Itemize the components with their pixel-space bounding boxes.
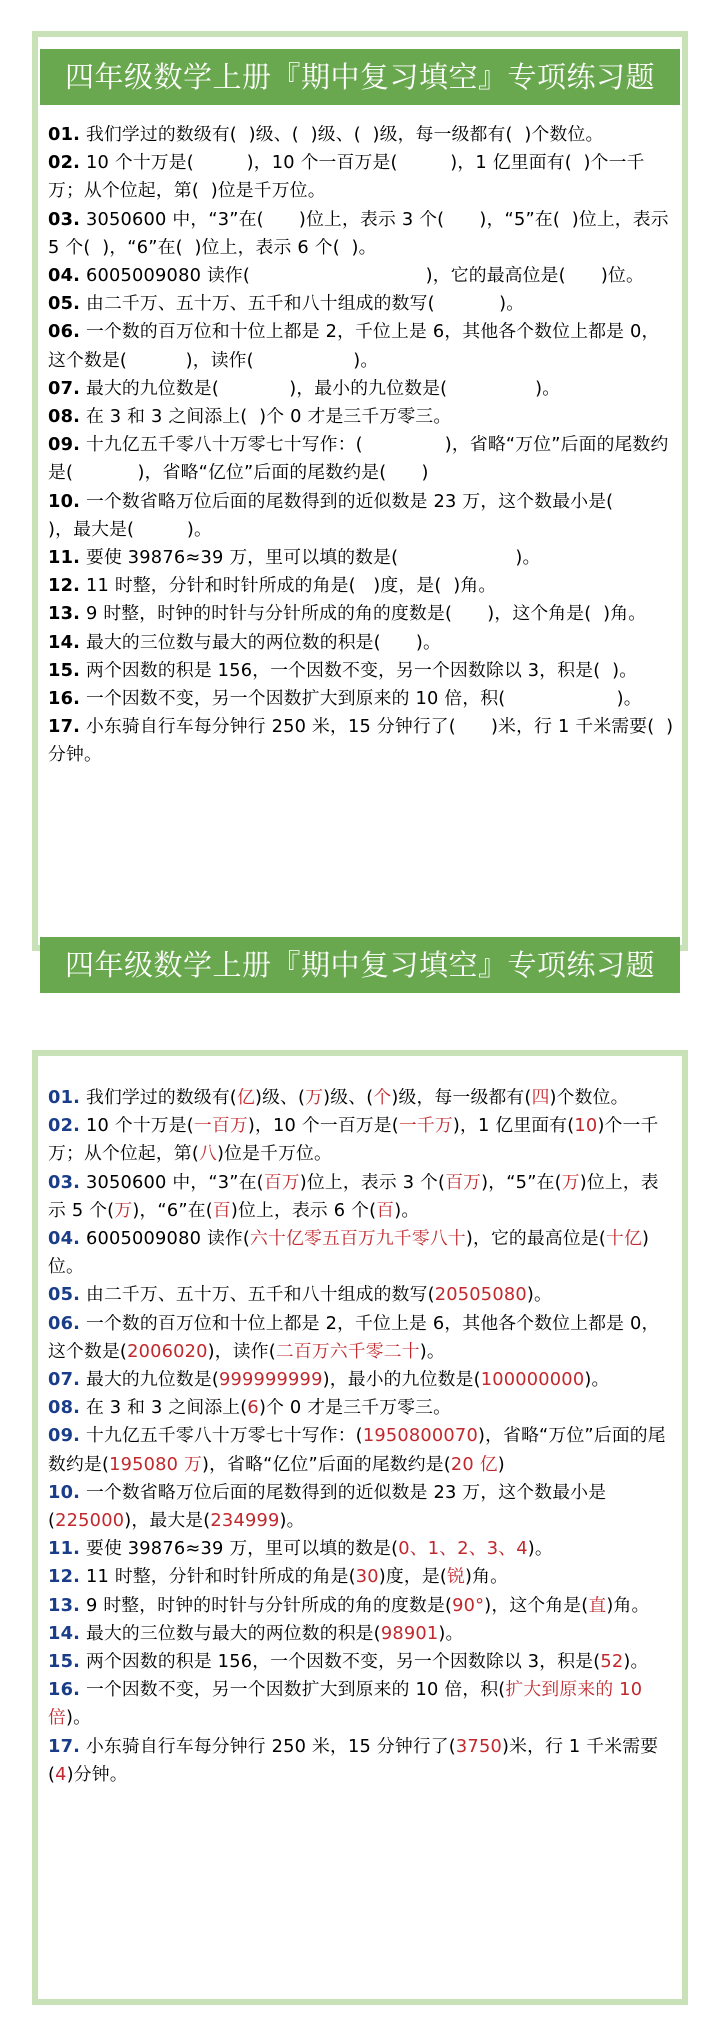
question-text: 一个因数不变，另一个因数扩大到原来的 10 倍，积(	[80, 1679, 506, 1701]
question-item	[48, 375, 674, 403]
worksheet-answer-card	[32, 1050, 688, 2005]
answer-question-list	[48, 1084, 674, 1789]
question-item	[48, 1648, 674, 1676]
question-item	[48, 1592, 674, 1620]
answer-text: 十亿	[605, 1228, 642, 1250]
question-text: )个一千万；从个位起，第(	[48, 1115, 659, 1165]
question-item	[48, 431, 674, 487]
question-text: )。	[527, 1538, 553, 1560]
question-number: 06.	[48, 321, 81, 343]
answer-text: 万	[305, 1087, 324, 1108]
question-number: 10.	[48, 1481, 81, 1503]
answer-text: 98901	[380, 1622, 439, 1644]
question-text: 小东骑自行车每分钟行 250 米，15 分钟行了( )米，行 1 千米需要( )分钟。	[48, 716, 674, 766]
question-text: )，读作(	[207, 1340, 276, 1362]
question-text: )，10 个一百万是(	[247, 1115, 399, 1137]
answer-text: 195080 万	[109, 1453, 203, 1475]
question-number: 02.	[48, 1115, 81, 1137]
answer-text: 52	[600, 1651, 624, 1673]
question-item	[48, 1535, 674, 1563]
worksheet-blank-card	[32, 31, 688, 982]
question-number: 01.	[48, 124, 81, 145]
answer-text: 四	[531, 1087, 550, 1108]
question-item	[48, 149, 674, 205]
question-number: 12.	[48, 1566, 81, 1588]
question-item	[48, 600, 674, 628]
question-text: )，“5”在(	[481, 1171, 562, 1193]
question-text: )。	[584, 1369, 610, 1391]
title-banner-top: 四年级数学上册『期中复习填空』专项练习题	[40, 49, 680, 105]
title-banner-bottom: 四年级数学上册『期中复习填空』专项练习题	[40, 937, 680, 993]
question-item	[48, 713, 674, 769]
question-text: 一个数的百万位和十位上都是 2，千位上是 6，其他各个数位上都是 0，这个数是(	[48, 1312, 660, 1362]
question-text: )级、(	[323, 1087, 374, 1108]
question-item	[48, 1169, 674, 1225]
question-text: )分钟。	[66, 1763, 128, 1785]
question-text: )。	[623, 1651, 649, 1673]
answer-text: 万	[114, 1199, 133, 1221]
answer-text: 0、1、2、3、4	[398, 1538, 528, 1560]
question-text: 6005009080 读作(	[80, 1228, 251, 1250]
answer-text: 锐	[446, 1566, 465, 1588]
question-text: 9 时整，时钟的时针与分针所成的角的度数是( )，这个角是( )角。	[80, 603, 647, 625]
question-text: 最大的九位数是( )，最小的九位数是( )。	[80, 377, 561, 399]
question-item	[48, 121, 674, 149]
question-text: )，最小的九位数是(	[322, 1369, 481, 1391]
answer-text: 234999	[210, 1510, 280, 1532]
question-item	[48, 1394, 674, 1422]
answer-text: 10	[574, 1115, 598, 1137]
question-text: )。	[279, 1510, 305, 1532]
question-text: )，这个角是(	[484, 1594, 589, 1616]
question-text: 十九亿五千零八十万零七十写作：(	[80, 1425, 363, 1447]
answer-text: 万	[561, 1171, 580, 1193]
question-number: 07.	[48, 1369, 81, 1391]
question-text: )角。	[606, 1594, 650, 1616]
answer-text: 一百万	[193, 1115, 248, 1137]
question-text: )，它的最高位是(	[465, 1228, 606, 1250]
question-item	[48, 262, 674, 290]
question-number: 03.	[48, 1171, 81, 1193]
question-text: )。	[438, 1622, 464, 1644]
question-text: 9 时整，时钟的时针与分针所成的角的度数是(	[80, 1594, 453, 1616]
answer-text: 2006020	[127, 1340, 208, 1362]
question-number: 04.	[48, 265, 81, 287]
question-number: 05.	[48, 1284, 81, 1306]
answer-text: 二百万六千零二十	[275, 1340, 420, 1362]
question-text: 我们学过的数级有( )级、( )级、( )级，每一级都有( )个数位。	[80, 124, 604, 145]
question-text: )位上，表示 5 个(	[48, 1171, 659, 1221]
question-text: )，省略“万位”后面的尾数约是(	[48, 1425, 666, 1475]
answer-text: 20505080	[434, 1284, 527, 1306]
question-text: 最大的三位数与最大的两位数的积是(	[80, 1622, 381, 1644]
question-item	[48, 1479, 674, 1535]
question-number: 17.	[48, 1735, 81, 1757]
answer-text: 999999999	[218, 1369, 323, 1391]
question-text: 10 个十万是( )，10 个一百万是( )，1 亿里面有( )个一千万；从个位起，第( )位是千万位。	[48, 152, 645, 202]
question-number: 09.	[48, 434, 81, 456]
question-number: 11.	[48, 1538, 81, 1560]
question-text: )，“6”在(	[132, 1199, 213, 1221]
question-text: 我们学过的数级有(	[80, 1087, 237, 1108]
answer-text: 六十亿零五百万九千零八十	[250, 1228, 466, 1250]
answer-text: 100000000	[480, 1369, 585, 1391]
question-text: 3050600 中，“3”在( )位上，表示 3 个( )，“5”在( )位上，表示 5 个( )，“6”在( )位上，表示 6 个( )。	[48, 208, 675, 258]
question-number: 02.	[48, 152, 81, 174]
question-text: 一个数省略万位后面的尾数得到的近似数是 23 万，这个数最小是( )，最大是( )。	[48, 490, 666, 540]
answer-text: 225000	[55, 1510, 125, 1532]
question-number: 05.	[48, 293, 81, 315]
question-number: 11.	[48, 547, 81, 569]
question-text: )，省略“亿位”后面的尾数约是(	[202, 1453, 451, 1475]
question-text: )位。	[48, 1228, 650, 1278]
question-item	[48, 1225, 674, 1281]
question-text: 11 时整，分针和时针所成的角是(	[80, 1566, 356, 1588]
question-item	[48, 1281, 674, 1309]
question-text: )，1 亿里面有(	[452, 1115, 575, 1137]
answer-text: 4	[55, 1763, 67, 1785]
question-number: 09.	[48, 1425, 81, 1447]
question-item	[48, 572, 674, 600]
question-text: 一个因数不变，另一个因数扩大到原来的 10 倍，积( )。	[80, 688, 642, 710]
question-item	[48, 1733, 674, 1789]
question-text: )米，行 1 千米需要(	[48, 1735, 659, 1785]
question-text: 在 3 和 3 之间添上( )个 0 才是三千万零三。	[80, 406, 452, 428]
question-item	[48, 403, 674, 431]
answer-text: 个	[373, 1087, 392, 1108]
question-text: 两个因数的积是 156，一个因数不变，另一个因数除以 3，积是(	[80, 1651, 601, 1673]
question-number: 04.	[48, 1228, 81, 1250]
question-text: 最大的三位数与最大的两位数的积是( )。	[80, 631, 442, 653]
question-text: )度，是(	[378, 1566, 447, 1588]
question-text: )位上，表示 6 个(	[230, 1199, 377, 1221]
question-text: 十九亿五千零八十万零七十写作：( )，省略“万位”后面的尾数约是( )，省略“亿位”后面的尾数约是( )	[48, 434, 669, 484]
question-text: 要使 39876≈39 万，里可以填的数是( )。	[80, 547, 541, 569]
question-text: )个数位。	[549, 1087, 629, 1108]
answer-text: 八	[199, 1143, 217, 1165]
question-item	[48, 206, 674, 262]
question-text: 一个数省略万位后面的尾数得到的近似数是 23 万，这个数最小是(	[48, 1481, 607, 1532]
question-text: 11 时整，分针和时针所成的角是( )度，是( )角。	[80, 575, 497, 597]
question-item	[48, 685, 674, 713]
question-number: 15.	[48, 1651, 81, 1673]
question-item	[48, 1112, 674, 1168]
question-text: 3050600 中，“3”在(	[80, 1171, 264, 1193]
question-text: )位上，表示 3 个(	[299, 1171, 446, 1193]
answer-text: 百万	[263, 1171, 300, 1193]
question-text: )。	[394, 1199, 420, 1221]
question-text: )	[497, 1453, 505, 1475]
question-item	[48, 629, 674, 657]
question-number: 16.	[48, 1679, 81, 1701]
blank-question-list	[48, 121, 674, 770]
question-item	[48, 488, 674, 544]
question-number: 15.	[48, 659, 81, 681]
question-text: 由二千万、五十万、五千和八十组成的数写(	[80, 1284, 435, 1306]
question-text: )，最大是(	[124, 1510, 211, 1532]
question-text: )位是千万位。	[216, 1143, 333, 1165]
question-item	[48, 1310, 674, 1366]
question-item	[48, 290, 674, 318]
answer-text: 20 亿	[450, 1453, 498, 1475]
question-number: 01.	[48, 1087, 81, 1108]
question-item	[48, 657, 674, 685]
question-item	[48, 1422, 674, 1478]
question-text: )个 0 才是三千万零三。	[258, 1397, 452, 1419]
question-text: )级，每一级都有(	[391, 1087, 532, 1108]
question-number: 07.	[48, 377, 81, 399]
question-number: 16.	[48, 688, 81, 710]
question-text: 小东骑自行车每分钟行 250 米，15 分钟行了(	[80, 1735, 456, 1757]
answer-text: 百万	[445, 1171, 482, 1193]
question-item	[48, 1366, 674, 1394]
question-number: 03.	[48, 208, 81, 230]
question-text: 一个数的百万位和十位上都是 2，千位上是 6，其他各个数位上都是 0，这个数是( )，读作( )。	[48, 321, 660, 371]
question-item	[48, 1563, 674, 1591]
question-text: 两个因数的积是 156，一个因数不变，另一个因数除以 3，积是( )。	[80, 659, 638, 681]
question-item	[48, 1620, 674, 1648]
question-item	[48, 544, 674, 572]
answer-text: 直	[588, 1594, 607, 1616]
question-number: 08.	[48, 406, 81, 428]
question-text: 由二千万、五十万、五千和八十组成的数写( )。	[80, 293, 525, 315]
question-number: 14.	[48, 631, 81, 653]
question-text: 最大的九位数是(	[80, 1369, 219, 1391]
question-number: 12.	[48, 575, 81, 597]
question-item	[48, 1084, 674, 1112]
answer-text: 扩大到原来的 10 倍	[48, 1679, 649, 1729]
question-number: 14.	[48, 1622, 81, 1644]
question-item	[48, 1676, 674, 1732]
answer-text: 6	[247, 1397, 259, 1419]
answer-text: 一千万	[398, 1115, 453, 1137]
question-number: 10.	[48, 490, 81, 512]
question-text: )。	[526, 1284, 552, 1306]
question-text: )。	[419, 1340, 445, 1362]
question-number: 08.	[48, 1397, 81, 1419]
answer-text: 30	[355, 1566, 379, 1588]
question-number: 13.	[48, 603, 81, 625]
question-text: )级、(	[254, 1087, 306, 1108]
question-text: 6005009080 读作( )，它的最高位是( )位。	[80, 265, 644, 287]
question-number: 17.	[48, 716, 81, 738]
question-item	[48, 318, 674, 374]
answer-text: 90°	[452, 1594, 485, 1616]
question-text: 10 个十万是(	[80, 1115, 194, 1137]
question-text: 在 3 和 3 之间添上(	[80, 1397, 248, 1419]
answer-text: 亿	[236, 1087, 255, 1108]
answer-text: 3750	[455, 1735, 502, 1757]
answer-text: 1950800070	[362, 1425, 478, 1447]
answer-text: 百	[376, 1199, 395, 1221]
question-number: 13.	[48, 1594, 81, 1616]
question-text: )。	[65, 1707, 92, 1729]
answer-text: 百	[212, 1199, 231, 1221]
question-text: 要使 39876≈39 万，里可以填的数是(	[80, 1538, 399, 1560]
question-text: )角。	[464, 1566, 509, 1588]
question-number: 06.	[48, 1312, 81, 1334]
